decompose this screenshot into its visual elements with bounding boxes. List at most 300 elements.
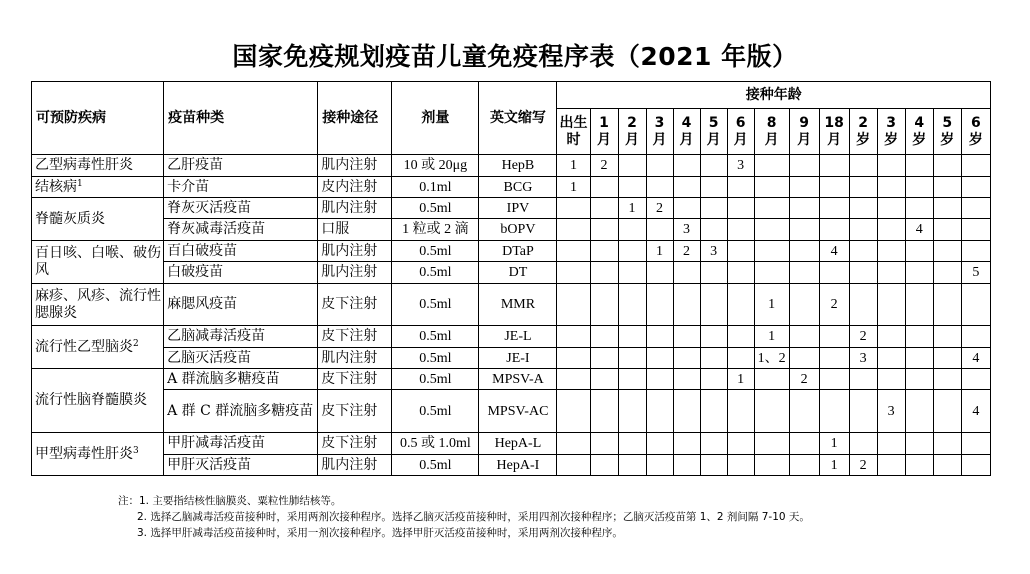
table-row bbox=[32, 455, 991, 476]
footnote-marker: 3 bbox=[133, 445, 139, 456]
dose-number-cell bbox=[849, 390, 877, 433]
dose-number-cell bbox=[700, 390, 727, 433]
dose-number-cell bbox=[849, 433, 877, 455]
dose-number-cell bbox=[819, 198, 849, 219]
age-unit: 月 bbox=[625, 131, 640, 148]
disease-cell bbox=[32, 326, 164, 369]
footnote-2 bbox=[118, 509, 810, 525]
dose-number-cell bbox=[789, 155, 819, 177]
abbr-cell: MPSV-AC bbox=[479, 390, 557, 433]
dose-number-cell bbox=[618, 326, 646, 348]
dose-number-cell bbox=[646, 177, 673, 198]
dose-number-cell bbox=[819, 219, 849, 241]
abbr-cell: HepA-L bbox=[479, 433, 557, 455]
dose-number-cell bbox=[877, 348, 905, 369]
dose-number-cell: 2 bbox=[646, 198, 673, 219]
dose-number-cell bbox=[754, 219, 789, 241]
dose-number-cell: 1 bbox=[819, 433, 849, 455]
dose-number-cell bbox=[933, 390, 961, 433]
dose-number-cell bbox=[618, 155, 646, 177]
dose-number-cell: 5 bbox=[961, 262, 990, 284]
dose-number-cell bbox=[673, 433, 700, 455]
dose-number-cell bbox=[618, 455, 646, 476]
dose-number-cell bbox=[618, 177, 646, 198]
vaccine-cell: 脊灰灭活疫苗 bbox=[164, 198, 318, 219]
dose-number-cell bbox=[877, 455, 905, 476]
age-value: 1 bbox=[599, 114, 609, 131]
dose-number-cell bbox=[557, 390, 590, 433]
dose-number-cell bbox=[590, 433, 618, 455]
dose-number-cell bbox=[557, 433, 590, 455]
age-header-cell bbox=[905, 109, 933, 155]
dose-number-cell: 1 bbox=[557, 155, 590, 177]
dose-number-cell bbox=[618, 433, 646, 455]
dose-number-cell bbox=[789, 455, 819, 476]
dose-number-cell: 1 bbox=[754, 284, 789, 326]
age-unit: 月 bbox=[597, 131, 611, 148]
age-header-cell bbox=[590, 109, 618, 155]
dose-number-cell bbox=[557, 369, 590, 390]
dose-number-cell bbox=[789, 284, 819, 326]
age-unit: 岁 bbox=[884, 131, 899, 148]
dose-number-cell bbox=[700, 284, 727, 326]
dose-number-cell bbox=[819, 155, 849, 177]
age-value: 8 bbox=[766, 114, 777, 131]
dose-number-cell bbox=[933, 369, 961, 390]
vaccine-cell: 白破疫苗 bbox=[164, 262, 318, 284]
dose-number-cell bbox=[646, 219, 673, 241]
dose-number-cell bbox=[673, 369, 700, 390]
dose-number-cell bbox=[673, 390, 700, 433]
dose-number-cell bbox=[673, 198, 700, 219]
dose-number-cell bbox=[618, 241, 646, 262]
abbr-cell: JE-I bbox=[479, 348, 557, 369]
age-value: 2 bbox=[627, 114, 637, 131]
dose-number-cell bbox=[557, 262, 590, 284]
footnote-text: 3. 选择甲肝减毒活疫苗接种时，采用一剂次接种程序。选择甲肝灭活疫苗接种时，采用两剂次接种程序。 bbox=[137, 527, 623, 539]
dose-number-cell bbox=[700, 369, 727, 390]
dose-number-cell bbox=[789, 326, 819, 348]
dose-number-cell bbox=[590, 198, 618, 219]
age-header-cell bbox=[789, 109, 819, 155]
dose-number-cell bbox=[646, 390, 673, 433]
header-vaccine: 疫苗种类 bbox=[164, 82, 318, 155]
age-header-cell bbox=[557, 109, 590, 155]
vaccine-cell: 卡介苗 bbox=[164, 177, 318, 198]
dose-number-cell bbox=[700, 219, 727, 241]
dose-number-cell bbox=[849, 198, 877, 219]
table-row bbox=[32, 241, 991, 262]
dose-number-cell bbox=[789, 262, 819, 284]
dose-cell: 0.5ml bbox=[392, 348, 479, 369]
header-dose: 剂量 bbox=[392, 82, 479, 155]
table-row bbox=[32, 262, 991, 284]
dose-number-cell: 3 bbox=[849, 348, 877, 369]
dose-number-cell bbox=[789, 219, 819, 241]
vaccine-cell: 乙脑减毒活疫苗 bbox=[164, 326, 318, 348]
dose-cell: 0.5 或 1.0ml bbox=[392, 433, 479, 455]
dose-number-cell bbox=[754, 155, 789, 177]
footnote-prefix: 注： bbox=[118, 495, 139, 507]
header-age-group: 接种年龄 bbox=[557, 82, 991, 109]
disease-name: 乙型病毒性肝炎 bbox=[35, 157, 133, 173]
dose-number-cell bbox=[673, 284, 700, 326]
dose-number-cell bbox=[754, 241, 789, 262]
dose-number-cell: 2 bbox=[819, 284, 849, 326]
dose-number-cell bbox=[819, 326, 849, 348]
route-cell: 皮下注射 bbox=[318, 369, 392, 390]
header-disease: 可预防疾病 bbox=[32, 82, 164, 155]
age-value: 5 bbox=[708, 114, 719, 131]
dose-number-cell bbox=[673, 262, 700, 284]
age-header-cell bbox=[877, 109, 905, 155]
table-row bbox=[32, 369, 991, 390]
dose-number-cell bbox=[849, 155, 877, 177]
dose-number-cell bbox=[849, 284, 877, 326]
dose-number-cell bbox=[700, 433, 727, 455]
dose-number-cell bbox=[905, 455, 933, 476]
table-row bbox=[32, 177, 991, 198]
footnote-marker: 1 bbox=[77, 178, 83, 189]
dose-number-cell: 3 bbox=[673, 219, 700, 241]
dose-number-cell bbox=[961, 455, 990, 476]
age-value: 6 bbox=[735, 114, 746, 131]
table-row bbox=[32, 155, 991, 177]
age-value: 18 bbox=[824, 114, 844, 131]
dose-number-cell bbox=[590, 177, 618, 198]
dose-number-cell bbox=[700, 155, 727, 177]
dose-number-cell bbox=[933, 455, 961, 476]
route-cell: 肌内注射 bbox=[318, 262, 392, 284]
disease-cell bbox=[32, 198, 164, 241]
dose-number-cell bbox=[727, 198, 754, 219]
dose-number-cell: 1 bbox=[646, 241, 673, 262]
table-row bbox=[32, 348, 991, 369]
age-header-cell bbox=[754, 109, 789, 155]
dose-number-cell bbox=[754, 455, 789, 476]
dose-number-cell bbox=[933, 219, 961, 241]
dose-cell: 0.5ml bbox=[392, 262, 479, 284]
dose-number-cell: 2 bbox=[849, 455, 877, 476]
disease-name: 结核病 bbox=[35, 178, 77, 195]
abbr-cell: BCG bbox=[479, 177, 557, 198]
dose-number-cell bbox=[961, 155, 990, 177]
dose-number-cell bbox=[646, 262, 673, 284]
disease-name: 百日咳、白喉、破伤风 bbox=[35, 245, 161, 278]
dose-number-cell bbox=[905, 433, 933, 455]
dose-number-cell bbox=[700, 455, 727, 476]
dose-number-cell bbox=[789, 390, 819, 433]
dose-number-cell bbox=[590, 369, 618, 390]
dose-number-cell bbox=[727, 455, 754, 476]
abbr-cell: MPSV-A bbox=[479, 369, 557, 390]
dose-number-cell bbox=[877, 198, 905, 219]
age-unit: 岁 bbox=[940, 131, 955, 148]
age-header-cell bbox=[700, 109, 727, 155]
dose-number-cell bbox=[646, 326, 673, 348]
dose-number-cell bbox=[590, 326, 618, 348]
abbr-cell: DT bbox=[479, 262, 557, 284]
dose-number-cell bbox=[849, 262, 877, 284]
footnote-text: 1. 主要指结核性脑膜炎、粟粒性肺结核等。 bbox=[139, 495, 342, 507]
dose-number-cell bbox=[933, 155, 961, 177]
dose-number-cell bbox=[789, 241, 819, 262]
disease-cell bbox=[32, 433, 164, 476]
dose-cell: 0.5ml bbox=[392, 455, 479, 476]
dose-number-cell bbox=[754, 262, 789, 284]
dose-number-cell bbox=[961, 219, 990, 241]
dose-number-cell bbox=[961, 284, 990, 326]
age-value: 9 bbox=[799, 114, 809, 131]
dose-number-cell bbox=[590, 241, 618, 262]
vaccine-cell: 甲肝减毒活疫苗 bbox=[164, 433, 318, 455]
age-value: 2 bbox=[858, 114, 869, 131]
dose-number-cell: 1、2 bbox=[754, 348, 789, 369]
dose-number-cell bbox=[789, 433, 819, 455]
footnotes bbox=[118, 493, 810, 541]
abbr-cell: MMR bbox=[479, 284, 557, 326]
dose-number-cell: 4 bbox=[905, 219, 933, 241]
dose-number-cell bbox=[557, 219, 590, 241]
vaccine-cell: A 群流脑多糖疫苗 bbox=[164, 369, 318, 390]
dose-number-cell bbox=[877, 262, 905, 284]
disease-cell bbox=[32, 177, 164, 198]
dose-number-cell bbox=[754, 198, 789, 219]
header-route: 接种途径 bbox=[318, 82, 392, 155]
dose-number-cell: 1 bbox=[557, 177, 590, 198]
dose-number-cell bbox=[673, 348, 700, 369]
dose-number-cell bbox=[933, 326, 961, 348]
page-title: 国家免疫规划疫苗儿童免疫程序表（2021 年版） bbox=[232, 42, 798, 71]
dose-number-cell bbox=[590, 348, 618, 369]
table-row bbox=[32, 390, 991, 433]
dose-number-cell bbox=[933, 433, 961, 455]
dose-number-cell bbox=[933, 177, 961, 198]
age-unit: 月 bbox=[764, 131, 779, 148]
dose-number-cell bbox=[754, 433, 789, 455]
vaccine-cell: 乙肝疫苗 bbox=[164, 155, 318, 177]
disease-name: 麻疹、风疹、流行性腮腺炎 bbox=[35, 287, 161, 321]
footnote-1 bbox=[118, 493, 810, 509]
dose-number-cell bbox=[877, 177, 905, 198]
table-row bbox=[32, 284, 991, 326]
dose-number-cell bbox=[590, 455, 618, 476]
vaccine-cell: 脊灰减毒活疫苗 bbox=[164, 219, 318, 241]
age-header-cell bbox=[961, 109, 990, 155]
dose-number-cell: 1 bbox=[754, 326, 789, 348]
vaccine-cell: 麻腮风疫苗 bbox=[164, 284, 318, 326]
dose-number-cell bbox=[590, 390, 618, 433]
route-cell: 肌内注射 bbox=[318, 198, 392, 219]
dose-number-cell bbox=[905, 177, 933, 198]
dose-number-cell bbox=[961, 326, 990, 348]
route-cell: 皮下注射 bbox=[318, 326, 392, 348]
disease-name: 甲型病毒性肝炎 bbox=[35, 445, 133, 462]
dose-number-cell bbox=[727, 348, 754, 369]
immunization-schedule-table bbox=[31, 81, 991, 476]
dose-number-cell bbox=[727, 262, 754, 284]
age-header-cell bbox=[727, 109, 754, 155]
dose-number-cell bbox=[727, 241, 754, 262]
dose-number-cell: 2 bbox=[590, 155, 618, 177]
footnote-marker: 2 bbox=[133, 338, 139, 349]
dose-number-cell bbox=[789, 177, 819, 198]
route-cell: 肌内注射 bbox=[318, 241, 392, 262]
dose-number-cell: 2 bbox=[849, 326, 877, 348]
dose-cell: 0.5ml bbox=[392, 369, 479, 390]
age-value: 3 bbox=[886, 114, 897, 131]
dose-number-cell bbox=[905, 241, 933, 262]
abbr-cell: IPV bbox=[479, 198, 557, 219]
route-cell: 皮下注射 bbox=[318, 284, 392, 326]
dose-cell: 0.5ml bbox=[392, 241, 479, 262]
age-unit: 岁 bbox=[856, 131, 871, 148]
route-cell: 皮下注射 bbox=[318, 390, 392, 433]
dose-number-cell bbox=[646, 455, 673, 476]
dose-number-cell bbox=[618, 390, 646, 433]
dose-number-cell bbox=[754, 177, 789, 198]
disease-name: 流行性乙型脑炎 bbox=[35, 338, 133, 355]
age-unit: 月 bbox=[733, 131, 748, 148]
dose-number-cell bbox=[933, 348, 961, 369]
dose-number-cell bbox=[849, 219, 877, 241]
dose-number-cell bbox=[905, 284, 933, 326]
dose-number-cell bbox=[877, 433, 905, 455]
dose-number-cell bbox=[590, 284, 618, 326]
age-unit: 月 bbox=[652, 131, 667, 148]
route-cell: 皮内注射 bbox=[318, 177, 392, 198]
vaccine-cell: 乙脑灭活疫苗 bbox=[164, 348, 318, 369]
dose-number-cell bbox=[618, 284, 646, 326]
dose-number-cell bbox=[557, 198, 590, 219]
route-cell: 皮下注射 bbox=[318, 433, 392, 455]
dose-number-cell bbox=[905, 155, 933, 177]
dose-cell: 0.5ml bbox=[392, 198, 479, 219]
dose-number-cell bbox=[618, 262, 646, 284]
vaccine-cell: A 群 C 群流脑多糖疫苗 bbox=[164, 390, 318, 433]
table-row bbox=[32, 219, 991, 241]
dose-number-cell bbox=[933, 198, 961, 219]
route-cell: 肌内注射 bbox=[318, 155, 392, 177]
dose-cell: 0.5ml bbox=[392, 326, 479, 348]
dose-number-cell: 1 bbox=[727, 369, 754, 390]
dose-number-cell bbox=[590, 262, 618, 284]
dose-number-cell bbox=[849, 241, 877, 262]
vaccine-cell: 百白破疫苗 bbox=[164, 241, 318, 262]
age-unit: 岁 bbox=[912, 131, 927, 148]
dose-number-cell: 1 bbox=[819, 455, 849, 476]
dose-number-cell bbox=[557, 326, 590, 348]
dose-number-cell: 2 bbox=[789, 369, 819, 390]
dose-number-cell bbox=[849, 177, 877, 198]
dose-number-cell bbox=[905, 262, 933, 284]
dose-number-cell bbox=[961, 198, 990, 219]
disease-name: 流行性脑脊髓膜炎 bbox=[35, 392, 147, 408]
dose-number-cell bbox=[905, 369, 933, 390]
dose-number-cell bbox=[646, 369, 673, 390]
route-cell: 肌内注射 bbox=[318, 348, 392, 369]
dose-cell: 10 或 20μg bbox=[392, 155, 479, 177]
dose-number-cell bbox=[754, 369, 789, 390]
dose-number-cell bbox=[557, 455, 590, 476]
dose-number-cell: 2 bbox=[673, 241, 700, 262]
table-row bbox=[32, 433, 991, 455]
age-value: 6 bbox=[970, 114, 981, 131]
disease-name: 脊髓灰质炎 bbox=[35, 210, 105, 227]
age-unit: 岁 bbox=[968, 131, 983, 148]
dose-number-cell bbox=[905, 348, 933, 369]
abbr-cell: JE-L bbox=[479, 326, 557, 348]
abbr-cell: HepA-I bbox=[479, 455, 557, 476]
dose-number-cell bbox=[819, 177, 849, 198]
dose-number-cell bbox=[700, 198, 727, 219]
dose-number-cell: 1 bbox=[618, 198, 646, 219]
age-value: 5 bbox=[942, 114, 953, 131]
age-header-cell bbox=[849, 109, 877, 155]
header-abbr: 英文缩写 bbox=[479, 82, 557, 155]
dose-cell: 0.5ml bbox=[392, 284, 479, 326]
disease-cell bbox=[32, 284, 164, 326]
dose-number-cell bbox=[933, 241, 961, 262]
age-header-cell bbox=[618, 109, 646, 155]
age-unit: 月 bbox=[679, 131, 694, 148]
dose-number-cell bbox=[849, 369, 877, 390]
dose-number-cell bbox=[961, 177, 990, 198]
age-value: 4 bbox=[914, 114, 925, 131]
dose-number-cell bbox=[700, 262, 727, 284]
age-header-cell bbox=[933, 109, 961, 155]
dose-number-cell bbox=[789, 198, 819, 219]
dose-number-cell bbox=[646, 284, 673, 326]
age-unit: 月 bbox=[797, 131, 812, 148]
dose-number-cell bbox=[877, 369, 905, 390]
dose-number-cell bbox=[618, 219, 646, 241]
vaccine-cell: 甲肝灭活疫苗 bbox=[164, 455, 318, 476]
route-cell: 口服 bbox=[318, 219, 392, 241]
age-value: 3 bbox=[654, 114, 665, 131]
dose-number-cell bbox=[819, 369, 849, 390]
dose-number-cell bbox=[618, 348, 646, 369]
dose-number-cell bbox=[727, 326, 754, 348]
age-value: 4 bbox=[681, 114, 692, 131]
dose-number-cell bbox=[673, 326, 700, 348]
dose-number-cell bbox=[789, 348, 819, 369]
table-row bbox=[32, 198, 991, 219]
dose-number-cell bbox=[673, 155, 700, 177]
dose-number-cell bbox=[673, 177, 700, 198]
age-unit: 月 bbox=[827, 131, 842, 148]
dose-number-cell bbox=[646, 433, 673, 455]
age-header-cell bbox=[673, 109, 700, 155]
dose-number-cell: 4 bbox=[961, 390, 990, 433]
dose-number-cell bbox=[961, 241, 990, 262]
footnote-3 bbox=[118, 525, 810, 541]
dose-number-cell bbox=[700, 326, 727, 348]
dose-number-cell bbox=[877, 155, 905, 177]
dose-number-cell bbox=[557, 284, 590, 326]
dose-number-cell bbox=[727, 390, 754, 433]
disease-cell bbox=[32, 155, 164, 177]
dose-number-cell bbox=[877, 241, 905, 262]
dose-number-cell bbox=[905, 326, 933, 348]
dose-number-cell bbox=[933, 284, 961, 326]
footnote-text: 2. 选择乙脑减毒活疫苗接种时，采用两剂次接种程序。选择乙脑灭活疫苗接种时，采用四剂次接种程序；乙脑灭活疫苗第 1、2 剂间隔 7-10 天。 bbox=[137, 511, 810, 523]
dose-number-cell bbox=[819, 348, 849, 369]
age-value: 出生 bbox=[559, 114, 588, 131]
dose-number-cell bbox=[557, 348, 590, 369]
dose-number-cell bbox=[557, 241, 590, 262]
table-row bbox=[32, 326, 991, 348]
